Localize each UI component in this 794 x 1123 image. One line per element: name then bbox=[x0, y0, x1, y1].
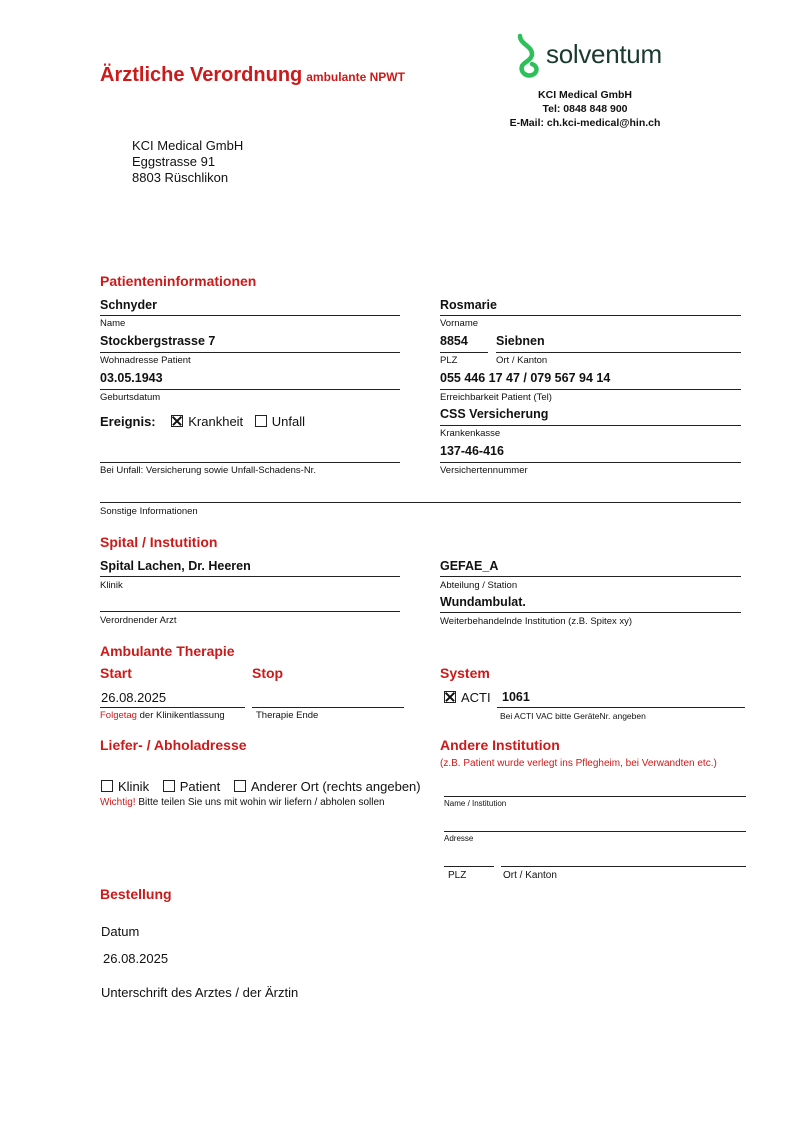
patient-insured-number-line bbox=[440, 462, 741, 463]
therapy-start-note-text: der Klinikentlassung bbox=[139, 710, 225, 721]
delivery-note-text: Bitte teilen Sie uns mit wohin wir liefern / abholen sollen bbox=[138, 797, 385, 808]
accident-line bbox=[100, 462, 400, 463]
recipient-address bbox=[132, 138, 243, 186]
hospital-doctor-line bbox=[100, 611, 400, 612]
section-therapy-title: Ambulante Therapie bbox=[100, 643, 235, 659]
other-institution-ort-line[interactable] bbox=[501, 866, 746, 867]
patient-ort-label: Ort / Kanton bbox=[496, 355, 548, 366]
solventum-logo-icon bbox=[510, 32, 544, 80]
patient-birthdate-label: Geburtsdatum bbox=[100, 392, 161, 403]
patient-birthdate-value[interactable]: 03.05.1943 bbox=[100, 371, 163, 385]
system-note: Bei ACTI VAC bitte GeräteNr. angeben bbox=[500, 711, 646, 721]
section-patient-title: Patienteninformationen bbox=[100, 273, 257, 289]
therapy-start-label: Start bbox=[100, 665, 132, 681]
company-contact bbox=[500, 88, 670, 130]
order-date-value[interactable]: 26.08.2025 bbox=[103, 951, 169, 966]
other-institution-hint: (z.B. Patient wurde verlegt ins Pflegheim, bei Verwandten etc.) bbox=[440, 758, 717, 769]
order-date-label: Datum bbox=[101, 924, 140, 939]
other-institution-address-label: Adresse bbox=[444, 834, 474, 843]
patient-vorname-value[interactable]: Rosmarie bbox=[440, 298, 497, 312]
patient-phone-line bbox=[440, 389, 741, 390]
therapy-start-line bbox=[100, 707, 245, 708]
patient-name-label: Name bbox=[100, 318, 126, 329]
patient-birthdate-line bbox=[100, 389, 400, 390]
other-institution-plz-label: PLZ bbox=[448, 870, 467, 881]
other-institution-name-line[interactable] bbox=[444, 796, 746, 797]
system-name: ACTI bbox=[461, 690, 491, 705]
patient-address-label: Wohnadresse Patient bbox=[100, 355, 191, 366]
patient-plz-value[interactable]: 8854 bbox=[440, 334, 468, 348]
hospital-doctor-label: Verordnender Arzt bbox=[100, 615, 177, 626]
section-hospital-title: Spital / Instutition bbox=[100, 534, 218, 550]
patient-phone-value[interactable]: 055 446 17 47 / 079 567 94 14 bbox=[440, 371, 611, 385]
patient-phone-label: Erreichbarkeit Patient (Tel) bbox=[440, 392, 552, 403]
therapy-stop-label: Stop bbox=[252, 665, 284, 681]
patient-name-line bbox=[100, 315, 400, 316]
patient-address-line bbox=[100, 352, 400, 353]
hospital-followup-value[interactable]: Wundambulat. bbox=[440, 595, 526, 609]
patient-vorname-label: Vorname bbox=[440, 318, 479, 329]
ereignis-row bbox=[100, 414, 305, 429]
hospital-followup-label: Weiterbehandelnde Institution (z.B. Spitex xy) bbox=[440, 616, 633, 627]
other-institution-address-line[interactable] bbox=[444, 831, 746, 832]
system-number-value[interactable]: 1061 bbox=[502, 690, 530, 704]
hospital-followup-line bbox=[440, 612, 741, 613]
hospital-clinic-label: Klinik bbox=[100, 580, 123, 591]
therapy-start-note-red: Folgetag bbox=[100, 710, 137, 721]
therapy-end-line[interactable] bbox=[252, 707, 404, 708]
krankheit-checkbox[interactable] bbox=[171, 415, 183, 427]
delivery-options bbox=[101, 779, 421, 794]
recipient-line-2: Eggstrasse 91 bbox=[132, 154, 216, 169]
delivery-klinik-label: Klinik bbox=[118, 779, 150, 794]
other-info-label: Sonstige Informationen bbox=[100, 506, 198, 517]
company-name: KCI Medical GmbH bbox=[538, 89, 632, 101]
delivery-patient-checkbox[interactable] bbox=[163, 780, 175, 792]
acti-checkbox[interactable] bbox=[444, 691, 456, 703]
delivery-klinik-checkbox[interactable] bbox=[101, 780, 113, 792]
other-institution-ort-label: Ort / Kanton bbox=[503, 870, 557, 881]
company-logo bbox=[510, 32, 690, 82]
accident-label: Bei Unfall: Versicherung sowie Unfall-Schadens-Nr. bbox=[100, 465, 316, 476]
patient-address-value[interactable]: Stockbergstrasse 7 bbox=[100, 334, 216, 348]
delivery-patient-label: Patient bbox=[179, 779, 221, 794]
recipient-line-3: 8803 Rüschlikon bbox=[132, 170, 229, 185]
patient-insured-number-label: Versichertennummer bbox=[440, 465, 528, 476]
unfall-checkbox[interactable] bbox=[255, 415, 267, 427]
unfall-label: Unfall bbox=[271, 414, 306, 429]
delivery-other-label: Anderer Ort (rechts angeben) bbox=[250, 779, 421, 794]
patient-name-value[interactable]: Schnyder bbox=[100, 298, 157, 312]
patient-vorname-line bbox=[440, 315, 741, 316]
hospital-department-label: Abteilung / Station bbox=[440, 580, 518, 591]
therapy-system-label: System bbox=[440, 665, 490, 681]
company-email: E-Mail: ch.kci-medical@hin.ch bbox=[509, 117, 661, 129]
other-info-line bbox=[100, 502, 741, 503]
patient-ort-value[interactable]: Siebnen bbox=[496, 334, 545, 348]
hospital-department-value[interactable]: GEFAE_A bbox=[440, 559, 499, 573]
other-institution-plz-line[interactable] bbox=[444, 866, 494, 867]
system-number-line bbox=[497, 707, 745, 708]
delivery-note-red: Wichtig! bbox=[100, 797, 136, 808]
section-delivery-title: Liefer- / Abholadresse bbox=[100, 737, 247, 753]
form-title-main: Ärztliche Verordnung bbox=[100, 64, 303, 86]
section-other-institution-title: Andere Institution bbox=[440, 737, 560, 753]
ereignis-label: Ereignis: bbox=[100, 414, 156, 429]
hospital-clinic-value[interactable]: Spital Lachen, Dr. Heeren bbox=[100, 559, 251, 573]
company-phone: Tel: 0848 848 900 bbox=[542, 103, 628, 115]
order-signature-label: Unterschrift des Arztes / der Ärztin bbox=[101, 985, 299, 1000]
patient-plz-line bbox=[440, 352, 488, 353]
therapy-start-note bbox=[100, 710, 225, 721]
other-institution-name-label: Name / Institution bbox=[444, 799, 507, 808]
patient-plz-label: PLZ bbox=[440, 355, 458, 366]
delivery-other-checkbox[interactable] bbox=[234, 780, 246, 792]
patient-insurance-label: Krankenkasse bbox=[440, 428, 501, 439]
patient-insurance-line bbox=[440, 425, 741, 426]
hospital-department-line bbox=[440, 576, 741, 577]
patient-insurance-value[interactable]: CSS Versicherung bbox=[440, 407, 549, 421]
therapy-end-label: Therapie Ende bbox=[256, 710, 319, 721]
form-subtitle: ambulante NPWT bbox=[306, 70, 405, 84]
section-order-title: Bestellung bbox=[100, 886, 172, 902]
krankheit-label: Krankheit bbox=[188, 414, 244, 429]
patient-insured-number-value[interactable]: 137-46-416 bbox=[440, 444, 504, 458]
delivery-note bbox=[100, 797, 385, 808]
system-row bbox=[444, 690, 491, 705]
therapy-start-date[interactable]: 26.08.2025 bbox=[101, 690, 167, 705]
recipient-line-1: KCI Medical GmbH bbox=[132, 138, 244, 153]
patient-ort-line bbox=[496, 352, 741, 353]
hospital-clinic-line bbox=[100, 576, 400, 577]
logo-wordmark: solventum bbox=[546, 39, 662, 69]
form-title bbox=[100, 64, 405, 87]
